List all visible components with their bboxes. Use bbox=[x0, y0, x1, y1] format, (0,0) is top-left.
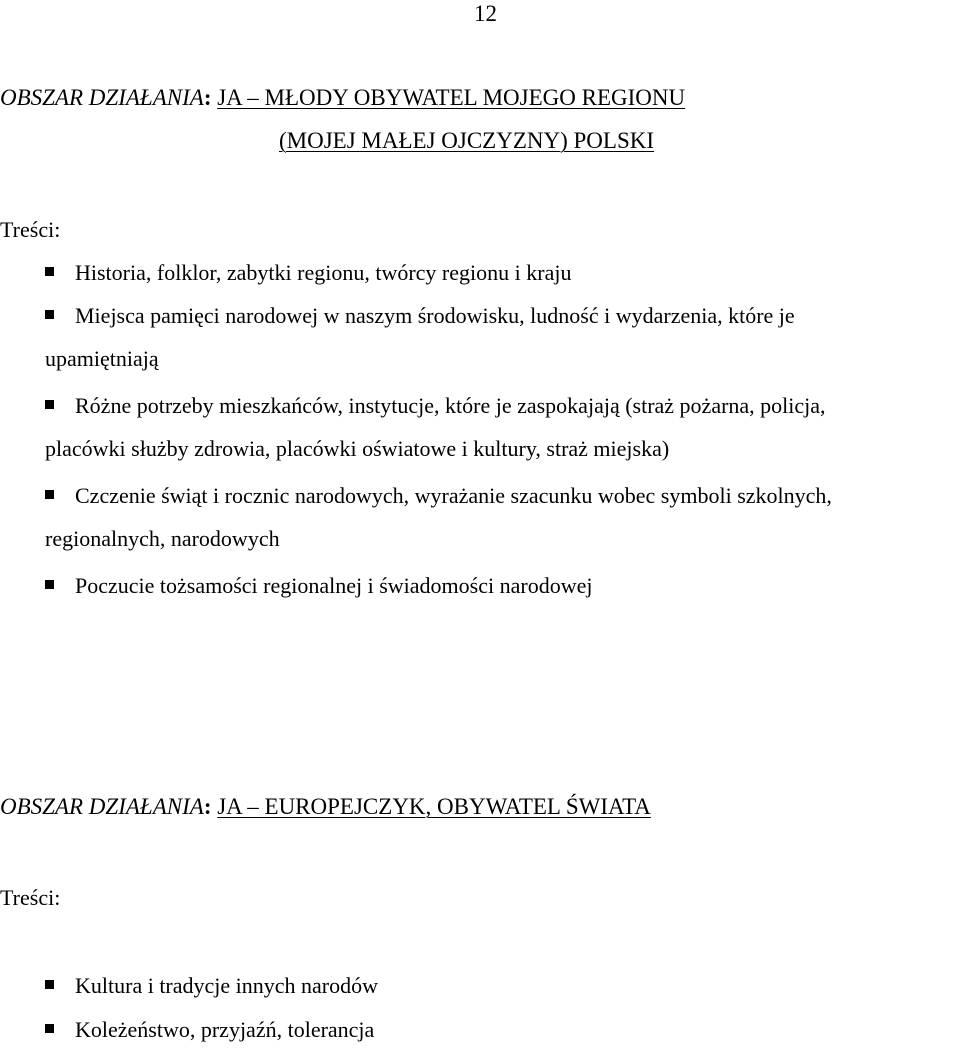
section2-tresci-label: Treści: bbox=[0, 885, 61, 910]
list-item-text: Czczenie świąt i rocznic narodowych, wyrażanie szacunku wobec symboli szkolnych, bbox=[75, 483, 832, 508]
page-number: 12 bbox=[474, 1, 497, 26]
section2-list-item bbox=[45, 964, 960, 1007]
list-item-text-continued: upamiętniają bbox=[45, 346, 159, 371]
section1-heading-title: JA – MŁODY OBYWATEL MOJEGO REGIONU bbox=[217, 85, 686, 110]
bullet-icon bbox=[45, 980, 54, 989]
list-item-text: Kultura i tradycje innych narodów bbox=[75, 973, 379, 998]
section1-heading-colon: : bbox=[203, 85, 212, 110]
list-item-text-continued: placówki służby zdrowia, placówki oświatowe i kultury, straż miejska) bbox=[45, 436, 670, 461]
section1-list-item bbox=[45, 564, 960, 607]
section1-heading bbox=[0, 84, 685, 112]
list-item-text: Różne potrzeby mieszkańców, instytucje, które je zaspokajają (straż pożarna, policja, bbox=[75, 393, 826, 418]
bullet-icon bbox=[45, 400, 54, 409]
bullet-icon bbox=[45, 580, 54, 589]
section2-heading-title: JA – EUROPEJCZYK, OBYWATEL ŚWIATA bbox=[217, 794, 651, 819]
section1-tresci-label: Treści: bbox=[0, 217, 61, 242]
bullet-icon bbox=[45, 267, 54, 276]
section2-list-item bbox=[45, 1008, 960, 1051]
section1-list-item bbox=[45, 251, 960, 294]
section1-heading-label: OBSZAR DZIAŁANIA bbox=[0, 85, 204, 110]
section1-list-item bbox=[45, 294, 960, 380]
bullet-icon bbox=[45, 1024, 54, 1033]
list-item-text: Koleżeństwo, przyjaźń, tolerancja bbox=[75, 1017, 375, 1042]
section1-heading-title-line2: (MOJEJ MAŁEJ OJCZYZNY) POLSKI bbox=[279, 128, 655, 153]
bullet-icon bbox=[45, 490, 54, 499]
section2-heading-label: OBSZAR DZIAŁANIA bbox=[0, 794, 204, 819]
list-item-text: Miejsca pamięci narodowej w naszym środowisku, ludność i wydarzenia, które je bbox=[75, 303, 795, 328]
bullet-icon bbox=[45, 310, 54, 319]
list-item-text: Poczucie tożsamości regionalnej i świadomości narodowej bbox=[75, 573, 593, 598]
list-item-text: Historia, folklor, zabytki regionu, twórcy regionu i kraju bbox=[75, 260, 572, 285]
list-item-text-continued: regionalnych, narodowych bbox=[45, 526, 280, 551]
section2-heading bbox=[0, 793, 651, 821]
section2-heading-colon: : bbox=[203, 794, 212, 819]
section1-list-item bbox=[45, 474, 960, 560]
section1-list-item bbox=[45, 384, 960, 470]
